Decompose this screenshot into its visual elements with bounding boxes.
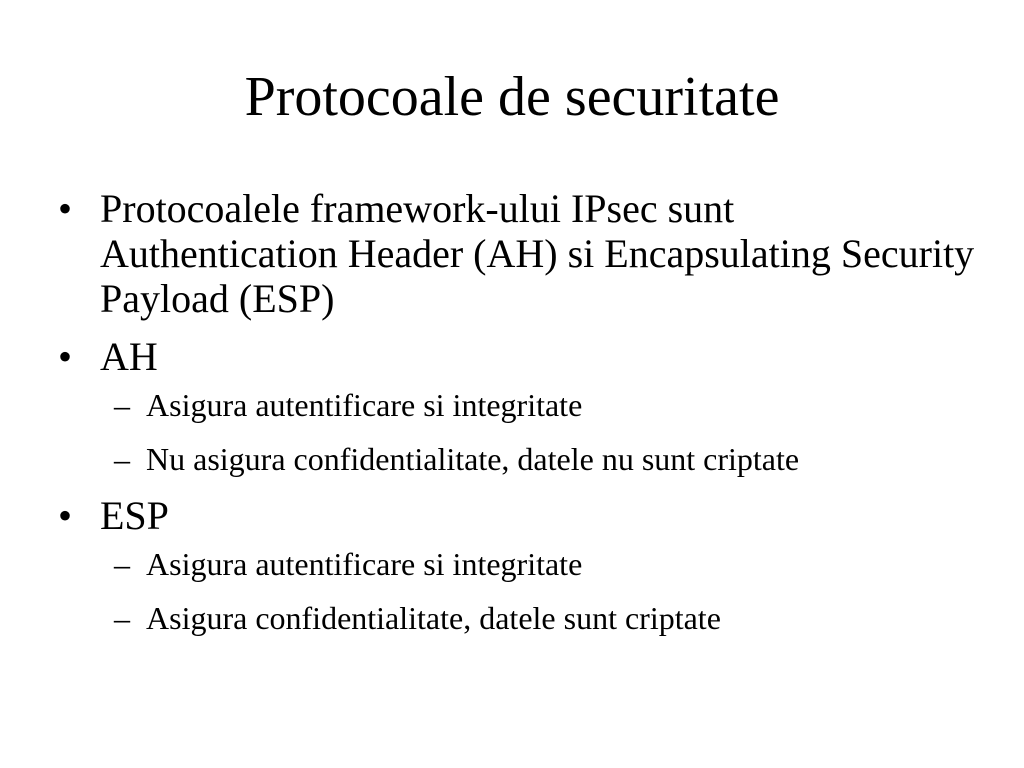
sub-bullet-text: Asigura autentificare si integritate	[146, 546, 583, 582]
bullet-list	[58, 186, 978, 652]
sub-bullet-text: Asigura autentificare si integritate	[146, 387, 583, 423]
sub-bullet-item	[100, 544, 978, 584]
bullet-marker: •	[58, 334, 73, 379]
bullet-text: AH	[100, 334, 158, 379]
sub-bullet-marker: –	[114, 441, 130, 477]
sub-bullet-marker: –	[114, 546, 130, 582]
bullet-text: Protocoalele framework-ului IPsec sunt Authentication Header (AH) si Encapsulating Security Payload (ESP)	[100, 186, 975, 321]
sub-bullet-text: Nu asigura confidentialitate, datele nu sunt criptate	[146, 441, 800, 477]
slide-title: Protocoale de securitate	[244, 66, 780, 128]
sub-bullet-item	[100, 439, 978, 479]
sub-bullet-marker: –	[114, 600, 130, 636]
bullet-item-ah	[58, 334, 978, 479]
sub-bullet-list	[100, 544, 978, 638]
sub-bullet-list	[100, 385, 978, 479]
bullet-item-ipsec-protocols	[58, 186, 978, 321]
bullet-marker: •	[58, 493, 73, 538]
sub-bullet-item	[100, 598, 978, 638]
sub-bullet-text: Asigura confidentialitate, datele sunt criptate	[146, 600, 721, 636]
sub-bullet-marker: –	[114, 387, 130, 423]
bullet-item-esp	[58, 493, 978, 638]
sub-bullet-item	[100, 385, 978, 425]
bullet-text: ESP	[100, 493, 169, 538]
bullet-marker: •	[58, 186, 73, 231]
